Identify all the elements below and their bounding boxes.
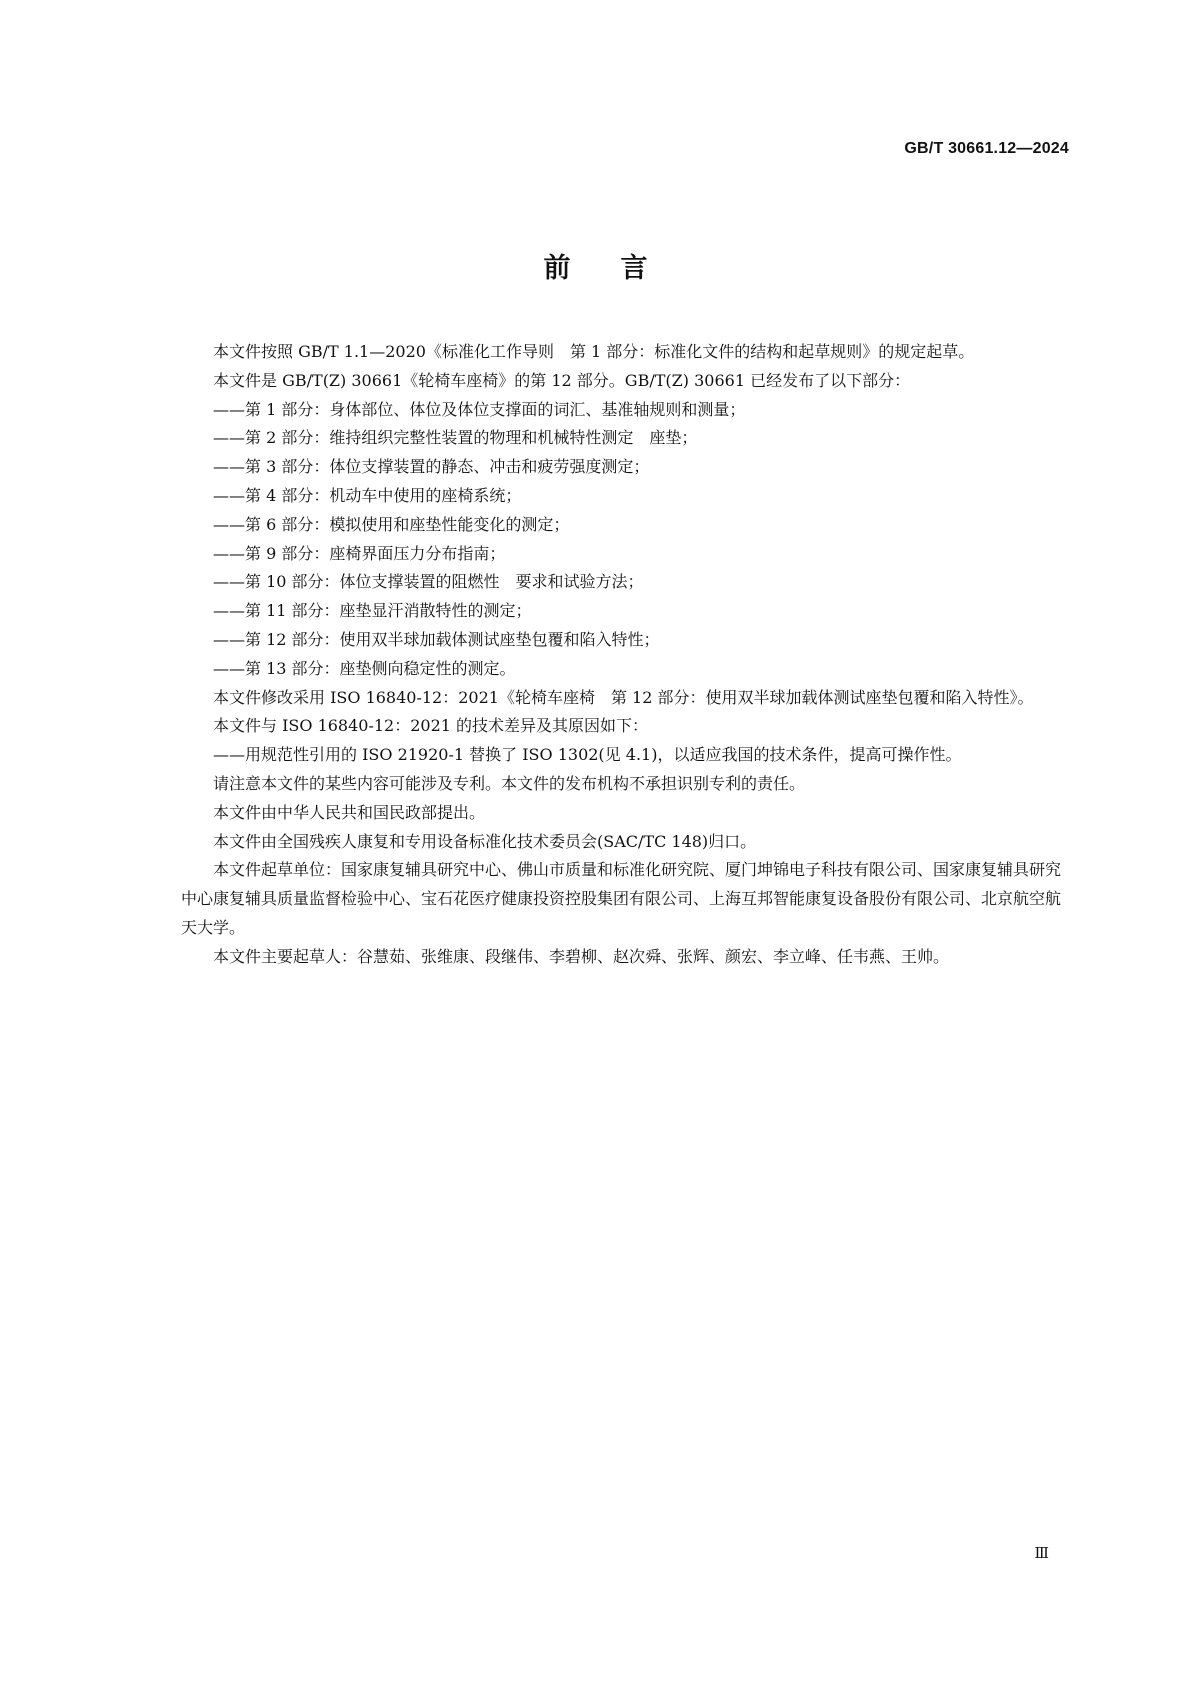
list-item-part: ——第 10 部分：体位支撑装置的阻燃性 要求和试验方法；: [213, 572, 644, 592]
list-item-difference: ——用规范性引用的 ISO 21920-1 替换了 ISO 1302(见 4.1)，以适应我国的技术条件，提高可操作性。: [213, 745, 962, 765]
paragraph-drafting-rules: 本文件按照 GB/T 1.1—2020《标准化工作导则 第 1 部分：标准化文件的结构和起草规则》的规定起草。: [213, 342, 975, 361]
paragraph-technical-differences: 本文件与 ISO 16840-12：2021 的技术差异及其原因如下：: [213, 716, 649, 736]
paragraph-proposer: 本文件由中华人民共和国民政部提出。: [213, 802, 486, 822]
list-item-part: ——第 12 部分：使用双半球加载体测试座垫包覆和陷入特性；: [213, 629, 660, 649]
paragraph-committee: 本文件由全国残疾人康复和专用设备标准化技术委员会(SAC/TC 148)归口。: [213, 831, 757, 851]
list-item-part: ——第 6 部分：模拟使用和座垫性能变化的测定；: [213, 514, 570, 534]
paragraph-drafting-units: 本文件起草单位：国家康复辅具研究中心、佛山市质量和标准化研究院、厦门坤锦电子科技有限公司、国家康复辅具研究中心康复辅具质量监督检验中心、宝石花医疗健康投资控股集团有限公司、上海互邦智能康复设备股份有限公司、北京航空航天大学。: [181, 860, 1062, 937]
paragraph-iso-adoption: 本文件修改采用 ISO 16840-12：2021《轮椅车座椅 第 12 部分：使用双半球加载体测试座垫包覆和陷入特性》。: [213, 687, 1034, 707]
page-number: Ⅲ: [1034, 1544, 1049, 1562]
list-item-part: ——第 4 部分：机动车中使用的座椅系统；: [213, 485, 522, 505]
list-item-part: ——第 2 部分：维持组织完整性装置的物理和机械特性测定 座垫；: [213, 428, 698, 448]
preface-body: [181, 338, 1061, 972]
paragraph-drafters: 本文件主要起草人：谷慧茹、张维康、段继伟、李碧柳、赵次舜、张辉、颜宏、李立峰、任韦燕、王帅。: [213, 946, 950, 966]
list-item-part: ——第 1 部分：身体部位、体位及体位支撑面的词汇、基准轴规则和测量；: [213, 399, 746, 419]
paragraph-series-intro: 本文件是 GB/T(Z) 30661《轮椅车座椅》的第 12 部分。GB/T(Z) 30661 已经发布了以下部分：: [213, 370, 911, 390]
list-item-part: ——第 11 部分：座垫显汗消散特性的测定；: [213, 601, 532, 621]
standard-code: GB/T 30661.12—2024: [904, 140, 1069, 157]
list-item-part: ——第 9 部分：座椅界面压力分布指南；: [213, 543, 506, 563]
page-title: 前言: [543, 253, 698, 284]
list-item-part: ——第 3 部分：体位支撑装置的静态、冲击和疲劳强度测定；: [213, 457, 650, 477]
paragraph-patent-notice: 请注意本文件的某些内容可能涉及专利。本文件的发布机构不承担识别专利的责任。: [213, 773, 806, 793]
list-item-part: ——第 13 部分：座垫侧向稳定性的测定。: [213, 658, 516, 678]
